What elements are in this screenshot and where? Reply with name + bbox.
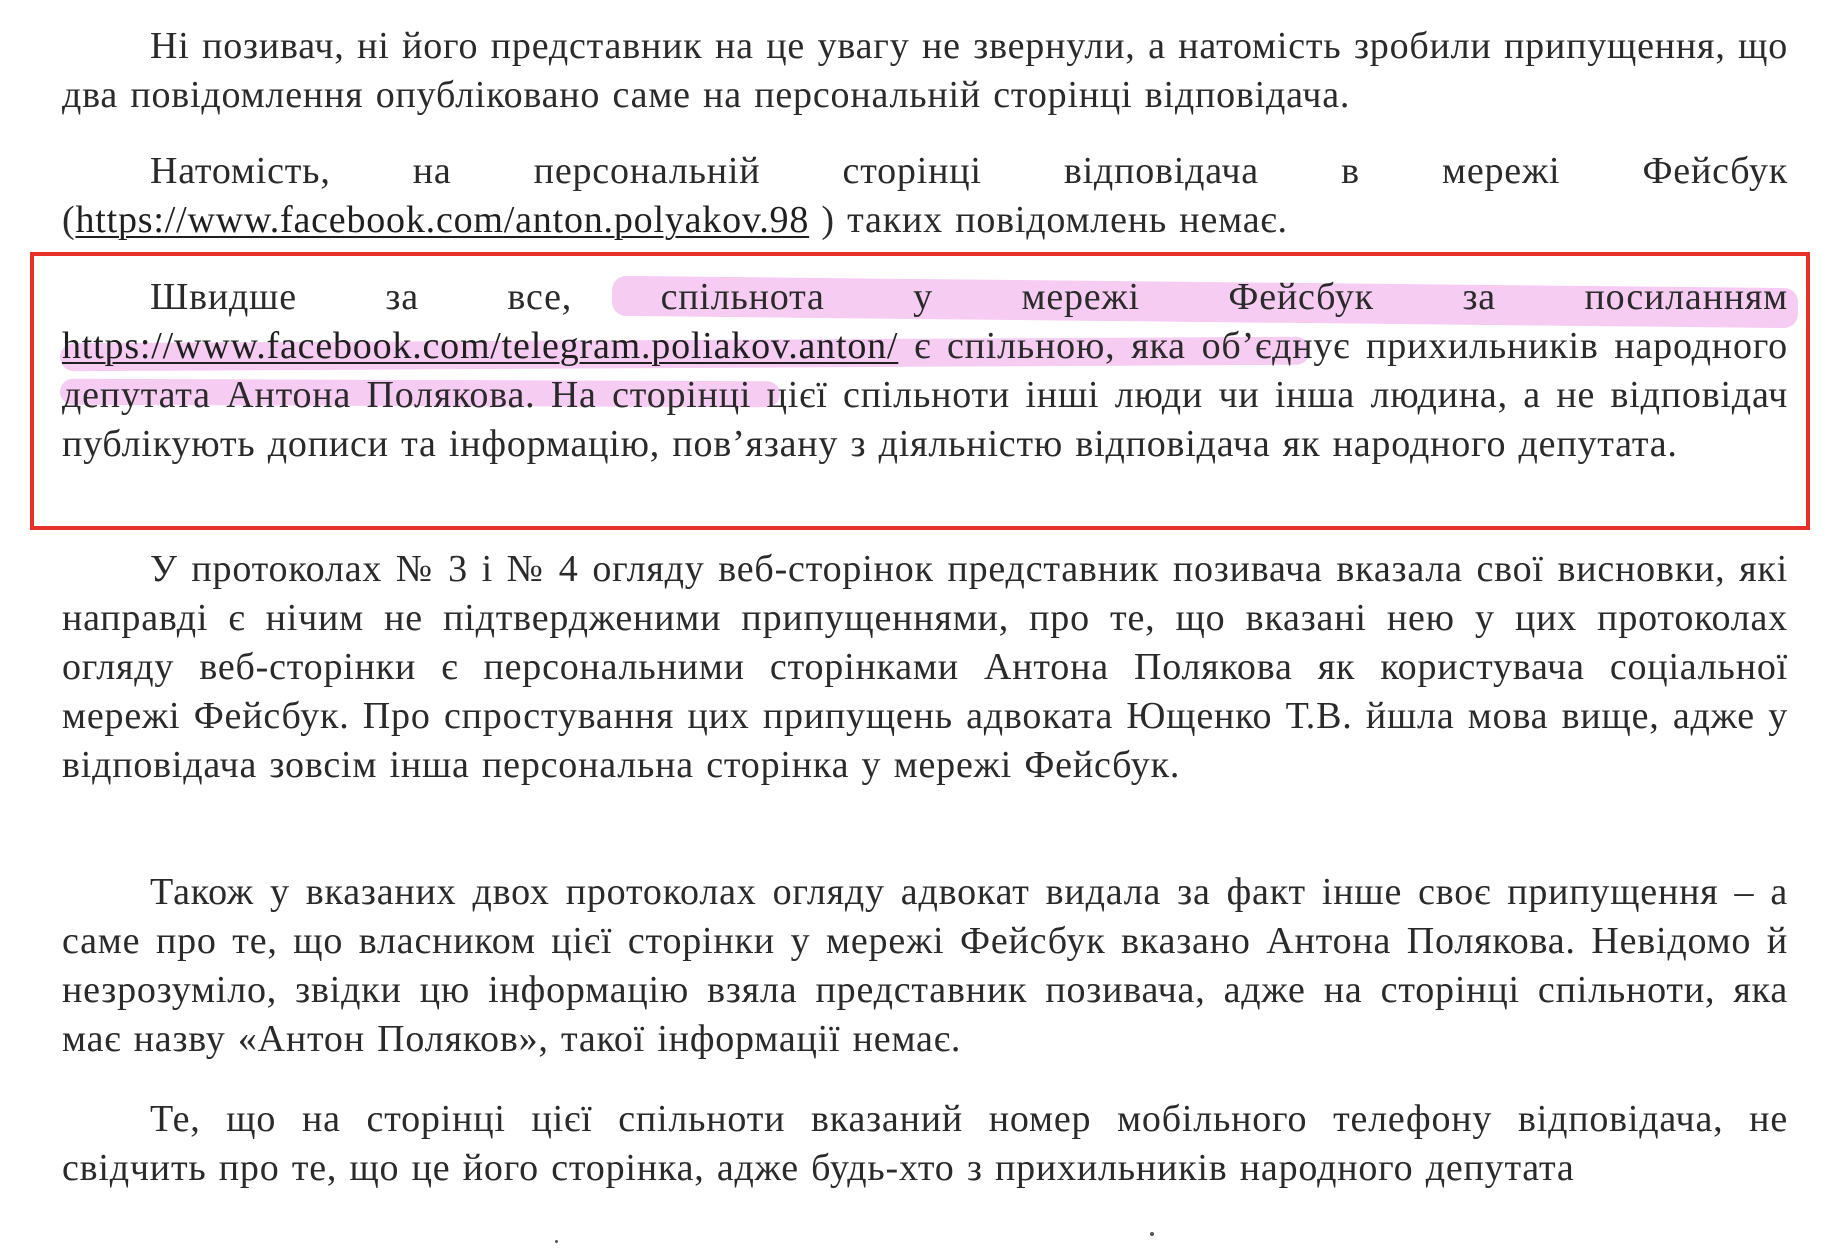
facebook-community-link[interactable]: https://www.facebook.com/telegram.poliakov.anton/ <box>62 325 899 367</box>
paragraph-3-highlighted <box>62 273 1788 469</box>
paragraph-text: Швидше за все, спільнота у мережі Фейсбук за посиланням <box>150 276 1788 318</box>
paragraph-2 <box>62 147 1788 245</box>
paragraph-text: Натомість, на персональній сторінці відповідача в мережі Фейсбук ( <box>62 150 1788 241</box>
paragraph-6 <box>62 1095 1788 1193</box>
paragraph-text: є спільною, яка об’єднує прихильників народного депутата Антона Полякова. На сторінці цієї спільноти інші люди чи інша людина, а не відповідач публікують дописи та інформацію, пов’язану з діяльністю відповідача як народного депутата. <box>62 325 1788 465</box>
paragraph-text: Те, що на сторінці цієї спільноти вказаний номер мобільного телефону відповідача, не свідчить про те, що це його сторінка, адже будь-хто з прихильників народного депутата <box>62 1098 1788 1189</box>
facebook-profile-link[interactable]: https://www.facebook.com/anton.polyakov.98 <box>75 199 810 241</box>
scan-speck <box>1150 1232 1154 1236</box>
scan-speck <box>555 1240 558 1243</box>
paragraph-4 <box>62 545 1788 790</box>
paragraph-text: Також у вказаних двох протоколах огляду адвокат видала за факт інше своє припущення – а саме про те, що власником цієї сторінки у мережі Фейсбук вказано Антона Полякова. Невідомо й незрозуміло, звідки цю інформацію взяла представник позивача, адже на сторінці спільноти, яка має назву «Антон Поляков», такої інформації немає. <box>62 871 1788 1060</box>
paragraph-5 <box>62 868 1788 1064</box>
paragraph-text: У протоколах № 3 і № 4 огляду веб-сторінок представник позивача вказала свої висновки, які направді є нічим не підтвердженими припущеннями, про те, що вказані нею у цих протоколах огляду веб-сторінки є персональними сторінками Антона Полякова як користувача соціальної мережі Фейсбук. Про спростування цих припущень адвоката Ющенко Т.В. йшла мова вище, адже у відповідача зовсім інша персональна сторінка у мережі Фейсбук. <box>62 548 1788 786</box>
paragraph-text: ) таких повідомлень немає. <box>809 199 1288 241</box>
paragraph-1 <box>62 22 1788 120</box>
paragraph-text: Ні позивач, ні його представник на це увагу не звернули, а натомість зробили припущення, що два повідомлення опубліковано саме на персональній сторінці відповідача. <box>62 25 1788 116</box>
